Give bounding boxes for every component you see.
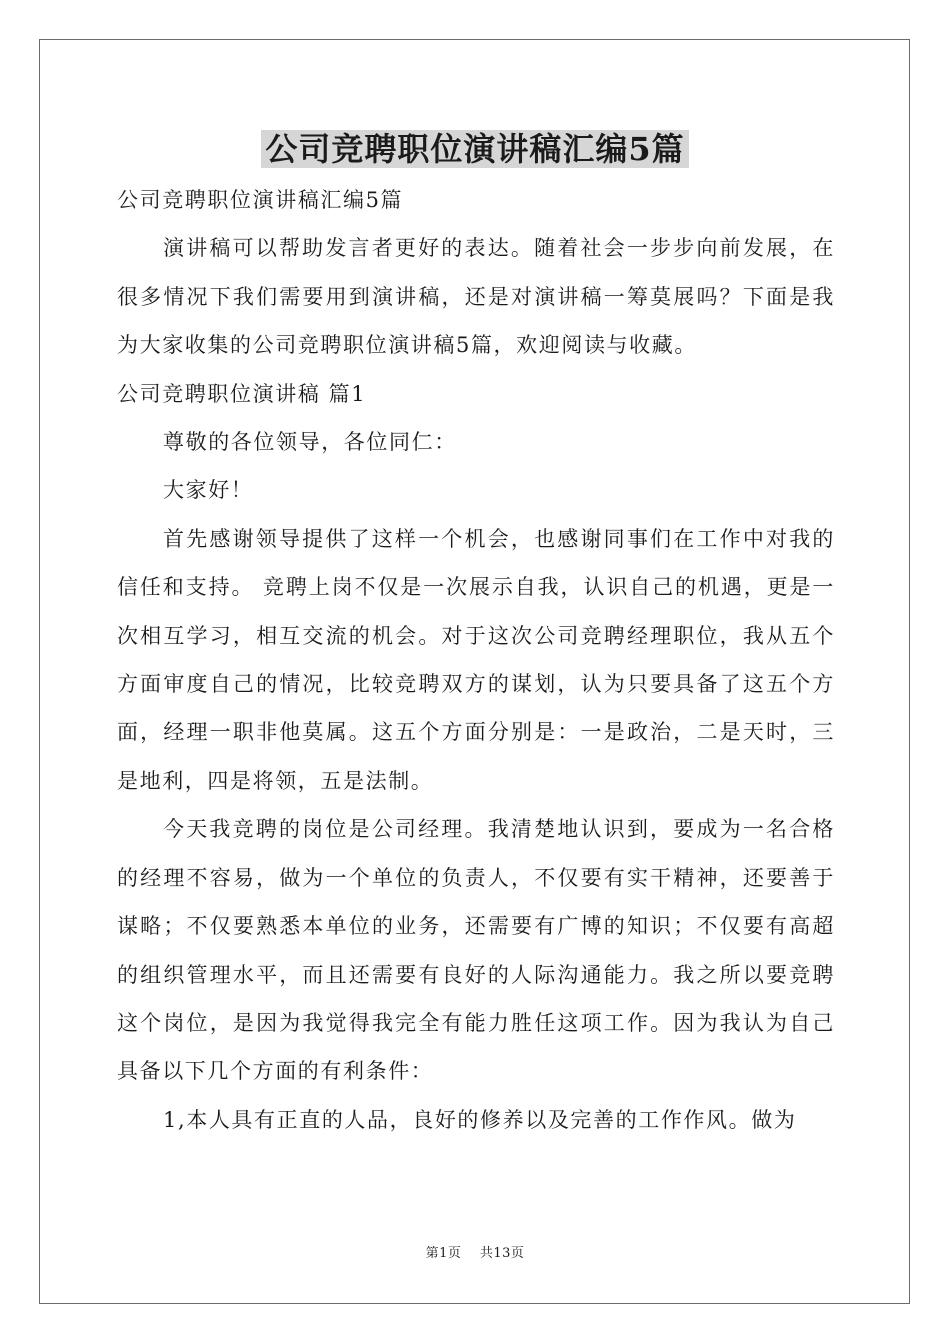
paragraph: 1,本人具有正直的人品，良好的修养以及完善的工作作风。做为 <box>163 1107 797 1132</box>
document-body <box>117 176 835 1144</box>
paragraph: 尊敬的各位领导，各位同仁： <box>163 430 457 455</box>
paragraph: 演讲稿可以帮助发言者更好的表达。随着社会一步步向前发展，在很多情况下我们需要用到演讲稿，还是对演讲稿一筹莫展吗？下面是我为大家收集的公司竞聘职位演讲稿5篇，欢迎阅读与收藏。 <box>117 236 835 358</box>
page-number: 第1页 <box>425 1246 462 1261</box>
page-footer <box>0 1244 950 1264</box>
paragraph: 首先感谢领导提供了这样一个机会，也感谢同事们在工作中对我的信任和支持。 竞聘上岗不仅是一次展示自我，认识自己的机遇，更是一次相互学习，相互交流的机会。对于这次公司竞聘经理职位，我从五个方面审度自己的情况，比较竞聘双方的谋划，认为只要具备了这五个方面，经理一职非他莫属。这五个方面分别是：一是政治，二是天时，三是地利，四是将领，五是法制。 <box>117 526 835 793</box>
paragraph: 公司竞聘职位演讲稿汇编5篇 <box>117 188 404 212</box>
document-title <box>0 125 950 173</box>
page-total: 共13页 <box>479 1246 525 1261</box>
document-title-text: 公司竞聘职位演讲稿汇编5篇 <box>261 130 688 168</box>
paragraph: 大家好！ <box>163 478 254 503</box>
paragraph: 今天我竞聘的岗位是公司经理。我清楚地认识到，要成为一名合格的经理不容易，做为一个单位的负责人，不仅要有实干精神，还要善于谋略；不仅要熟悉本单位的业务，还需要有广博的知识；不仅要有高超的组织管理水平，而且还需要有良好的人际沟通能力。我之所以要竞聘这个岗位，是因为我觉得我完全有能力胜任这项工作。因为我认为自己具备以下几个方面的有利条件： <box>117 817 835 1084</box>
paragraph: 公司竞聘职位演讲稿 篇1 <box>117 381 367 406</box>
